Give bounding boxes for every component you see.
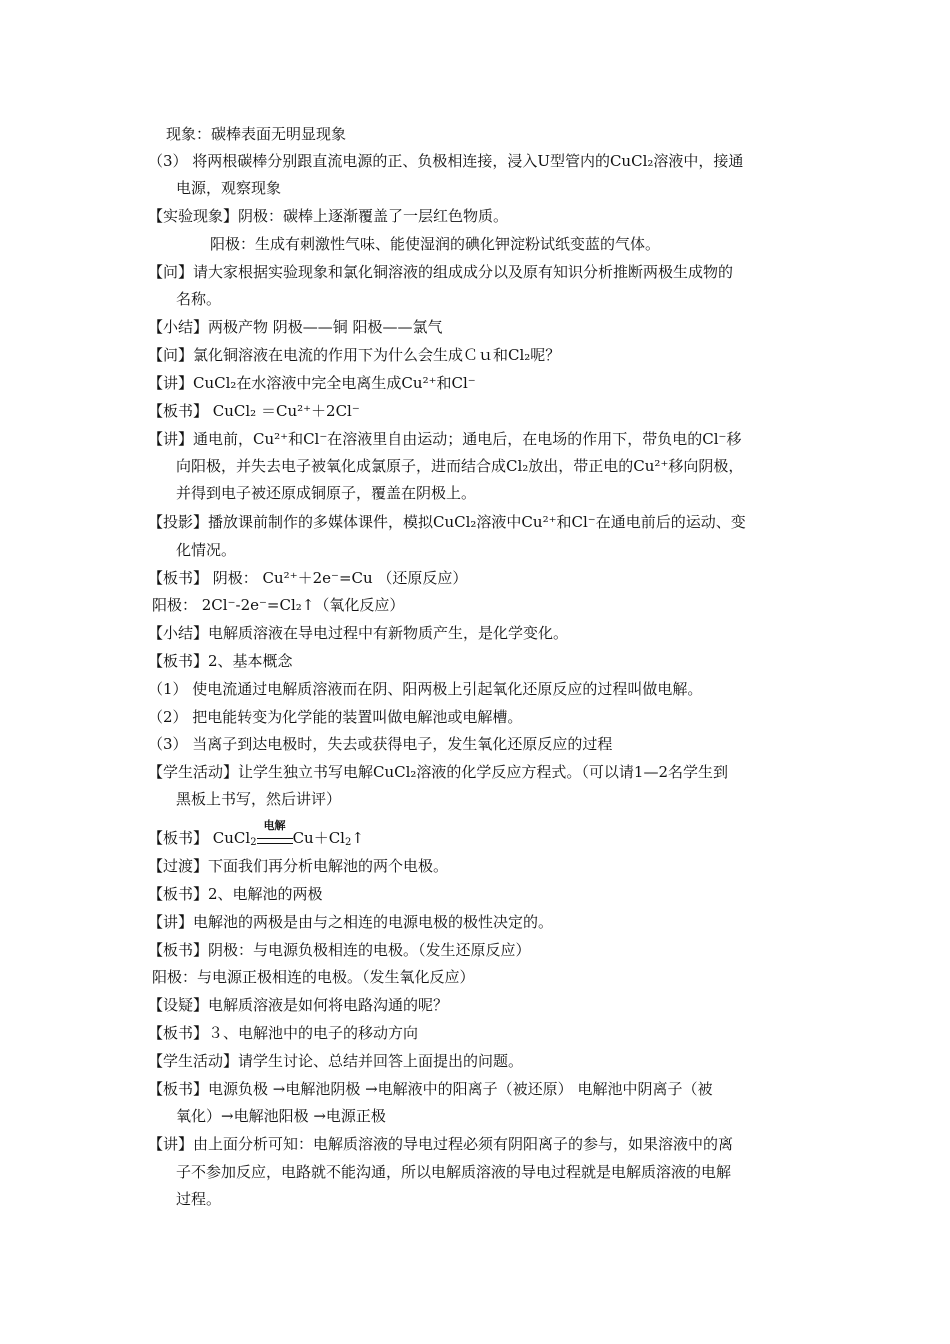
text-line: 【过渡】下面我们再分析电解池的两个电极。 [148, 857, 449, 875]
text-line: 【讲】由上面分析可知：电解质溶液的导电过程必须有阴阳离子的参与，如果溶液中的离 [148, 1135, 734, 1153]
text-line: 【小结】电解质溶液在导电过程中有新物质产生，是化学变化。 [148, 624, 569, 642]
equation-suffix: Cu＋Cl [292, 829, 345, 847]
text-line: 名称。 [176, 290, 222, 308]
double-line-arrow [257, 819, 293, 848]
text-line: 化情况。 [176, 541, 237, 559]
equation-subscript: 2 [250, 837, 257, 848]
gas-arrow: ↑ [351, 829, 364, 847]
text-line: 现象：碳棒表面无明显现象 [166, 125, 347, 143]
text-line: 【讲】通电前，Cu²⁺和Cl⁻在溶液里自由运动；通电后，在电场的作用下，带负电的Cl⁻移 [148, 430, 742, 448]
arrow-label: 电解 [263, 819, 286, 832]
equation-subscript: 2 [344, 837, 352, 848]
text-line: 【小结】两极产物 阴极——铜 阳极——氯气 [148, 318, 443, 336]
text-line: 黑板上书写，然后讲评） [176, 790, 342, 808]
text-line: （1） 使电流通过电解质溶液而在阴、阳两极上引起氧化还原反应的过程叫做电解。 [148, 680, 703, 698]
text-line: 向阳极，并失去电子被氧化成氯原子，进而结合成Cl₂放出，带正电的Cu²⁺移向阴极， [176, 457, 744, 475]
equation-prefix: 【板书】 CuCl [148, 829, 251, 847]
text-line: 电源，观察现象 [176, 179, 282, 197]
text-line: 【板书】 阴极： Cu²⁺＋2e⁻=Cu （还原反应） [148, 569, 468, 587]
text-line: （2） 把电能转变为化学能的装置叫做电解池或电解槽。 [148, 708, 523, 726]
text-line: 阳极：与电源正极相连的电极。（发生氧化反应） [152, 968, 475, 986]
text-line: 并得到电子被还原成铜原子，覆盖在阴极上。 [176, 484, 477, 502]
text-line: 【问】请大家根据实验现象和氯化铜溶液的组成成分以及原有知识分析推断两极生成物的 [148, 263, 734, 281]
text-line: 【讲】电解池的两极是由与之相连的电源电极的极性决定的。 [148, 913, 554, 931]
text-line: 【问】氯化铜溶液在电流的作用下为什么会生成Ｃｕ和Cl₂呢？ [148, 346, 561, 364]
text-line: 氧化）→电解池阳极 →电源正极 [176, 1107, 386, 1125]
text-line: 【板书】阴极：与电源负极相连的电极。（发生还原反应） [148, 941, 531, 959]
text-line: 【板书】2、基本概念 [148, 652, 293, 670]
text-line: 【学生活动】让学生独立书写电解CuCl₂溶液的化学反应方程式。（可以请1—2名学生到 [148, 763, 729, 781]
text-line: 【板书】 CuCl₂ ＝Cu²⁺＋2Cl⁻ [148, 402, 360, 420]
text-line: 【设疑】电解质溶液是如何将电路沟通的呢？ [148, 996, 449, 1014]
text-line: （3） 将两根碳棒分别跟直流电源的正、负极相连接，浸入U型管内的CuCl₂溶液中，接通 [148, 152, 744, 170]
text-line: 阳极： 2Cl⁻-2e⁻=Cl₂↑（氧化反应） [152, 596, 405, 614]
text-line: 【板书】电源负极 →电解池阴极 →电解液中的阳离子（被还原） 电解池中阴离子（被 [148, 1080, 713, 1098]
electrolysis-equation [148, 819, 364, 848]
text-line: 【实验现象】阴极：碳棒上逐渐覆盖了一层红色物质。 [148, 207, 509, 225]
text-line: （3） 当离子到达电极时，失去或获得电子，发生氧化还原反应的过程 [148, 735, 613, 753]
text-line: 【讲】CuCl₂在水溶液中完全电离生成Cu²⁺和Cl⁻ [148, 374, 476, 392]
text-line: 【板书】2、电解池的两极 [148, 885, 323, 903]
text-line: 子不参加反应，电路就不能沟通，所以电解质溶液的导电过程就是电解质溶液的电解 [176, 1163, 732, 1181]
text-line: 【学生活动】请学生讨论、总结并回答上面提出的问题。 [148, 1052, 524, 1070]
text-line: 【投影】播放课前制作的多媒体课件，模拟CuCl₂溶液中Cu²⁺和Cl⁻在通电前后的运动、变 [148, 513, 746, 531]
text-line: 阳极：生成有刺激性气味、能使湿润的碘化钾淀粉试纸变蓝的气体。 [210, 235, 661, 253]
text-line: 【板书】３、电解池中的电子的移动方向 [148, 1024, 419, 1042]
text-line: 过程。 [176, 1190, 222, 1208]
